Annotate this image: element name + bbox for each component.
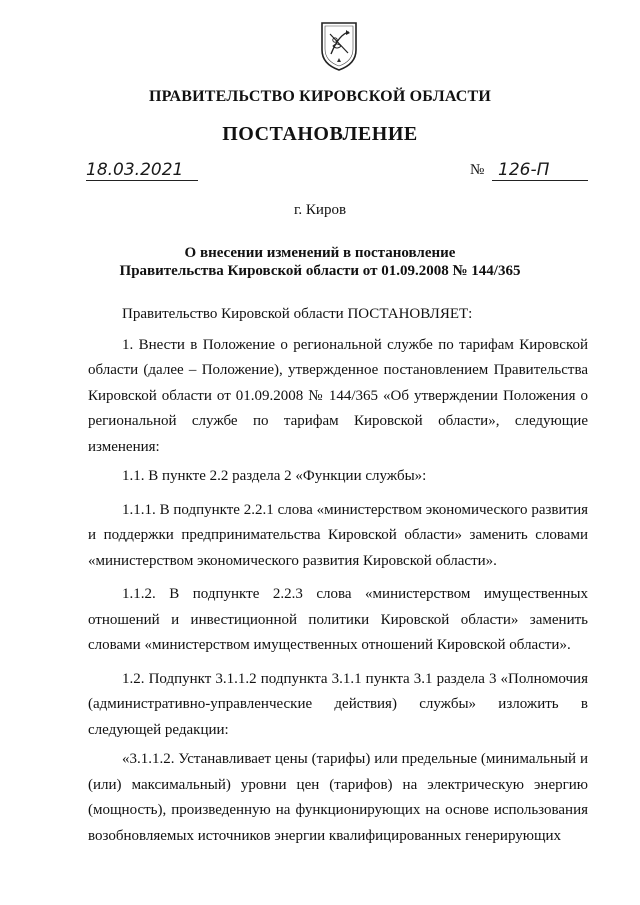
subject-line-2: Правительства Кировской области от 01.09.2008 № 144/365 <box>119 263 521 279</box>
number-label: № <box>470 162 485 178</box>
city-name: г. Киров <box>293 202 347 218</box>
document-number: 126-П <box>492 160 588 181</box>
paragraph-quote: «3.1.1.2. Устанавливает цены (тарифы) или предельные (минимальный и (или) максимальный) уровни цен (тарифов) на электрическую энергию (мощность), произведенную на функционирующих на основе использования возобновляемых источников энергии квалифицированных генерирующих <box>88 751 588 844</box>
paragraph-1: 1. Внести в Положение о региональной службе по тарифам Кировской области (далее – Положение), утвержденное постановлением Правительства Кировской области от 01.09.2008 № 144/365 «Об утверждении Положения о региональной службе по тарифам Кировской области», следующие изменения: <box>88 336 588 455</box>
paragraph-1-1-1: 1.1.1. В подпункте 2.2.1 слова «министерством экономического развития и поддержки предпринимательства Кировской области» заменить словами «министерством экономического развития Кировской области». <box>88 501 588 569</box>
document-type-title: ПОСТАНОВЛЕНИЕ <box>222 123 418 145</box>
subject-line-1: О внесении изменений в постановление <box>184 245 456 261</box>
intro-paragraph: Правительство Кировской области ПОСТАНОВЛЯЕТ: <box>122 306 473 322</box>
document-body <box>88 302 588 849</box>
paragraph-1-1: 1.1. В пункте 2.2 раздела 2 «Функции службы»: <box>122 468 427 484</box>
document-subject <box>0 244 640 280</box>
coat-of-arms-icon <box>319 20 359 72</box>
organization-title: ПРАВИТЕЛЬСТВО КИРОВСКОЙ ОБЛАСТИ <box>148 88 492 105</box>
paragraph-1-2: 1.2. Подпункт 3.1.1.2 подпункта 3.1.1 пункта 3.1 раздела 3 «Полномочия (административно-управленческие действия) службы» изложить в следующей редакции: <box>88 670 588 738</box>
document-date: 18.03.2021 <box>86 160 198 181</box>
paragraph-1-1-2: 1.1.2. В подпункте 2.2.3 слова «министерством имущественных отношений и инвестиционной политики Кировской области» заменить словами «министерством имущественных отношений Кировской области». <box>88 586 588 653</box>
